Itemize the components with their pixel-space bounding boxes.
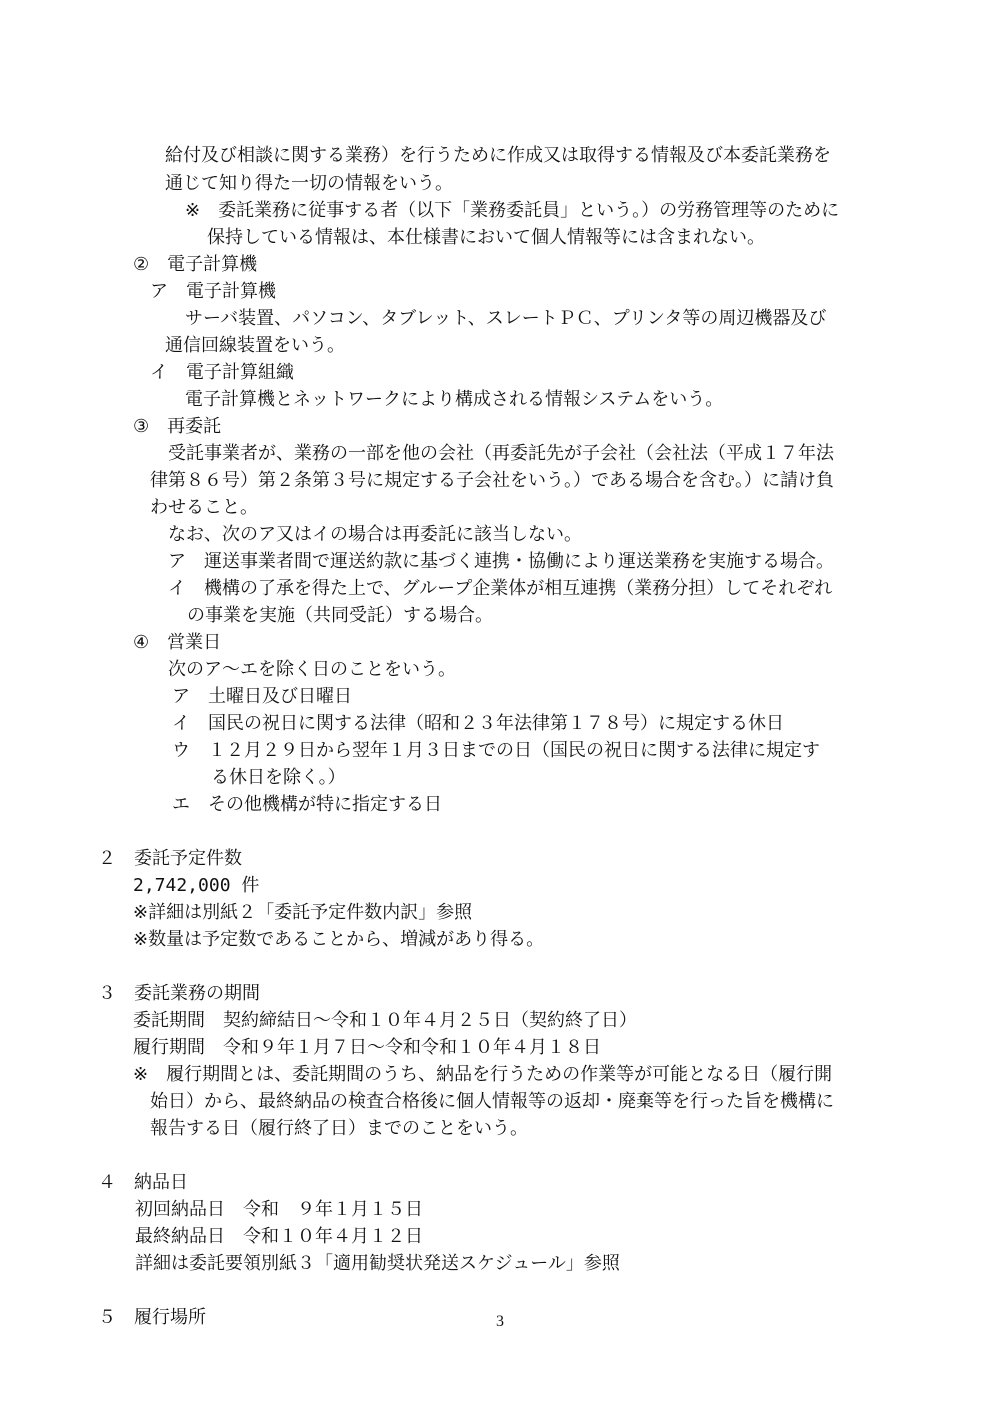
text-line: 受託事業者が、業務の一部を他の会社（再委託先が子会社（会社法（平成１７年法 [168, 443, 834, 464]
list-item: ア 土曜日及び日曜日 [172, 686, 352, 707]
text-line: なお、次のア又はイの場合は再委託に該当しない。 [168, 524, 582, 545]
note-line: ※数量は予定数であることから、増減があり得る。 [133, 929, 545, 950]
note-line: ※詳細は別紙２「委託予定件数内訳」参照 [133, 902, 473, 923]
text-line: 給付及び相談に関する業務）を行うために作成又は取得する情報及び本委託業務を [165, 145, 831, 166]
note-line: 始日）から、最終納品の検査合格後に個人情報等の返却・廃棄等を行った旨を機構に [150, 1091, 834, 1112]
note-line: 保持している情報は、本仕様書において個人情報等には含まれない。 [207, 227, 765, 248]
list-item: イ 国民の祝日に関する法律（昭和２３年法律第１７８号）に規定する休日 [172, 713, 784, 734]
text-line: わせること。 [150, 497, 258, 518]
text-line: サーバ装置、パソコン、タブレット、スレートＰＣ、プリンタ等の周辺機器及び [185, 308, 827, 329]
item-heading: イ 電子計算組織 [150, 362, 294, 383]
page-number: 3 [496, 1313, 504, 1330]
text-line: 委託期間 契約締結日～令和１０年４月２５日（契約終了日） [133, 1010, 637, 1031]
list-item: ウ １２月２９日から翌年１月３日までの日（国民の祝日に関する法律に規定す [172, 740, 820, 761]
list-item: エ その他機構が特に指定する日 [172, 794, 442, 815]
list-item: ア 運送事業者間で運送約款に基づく連携・協働により運送業務を実施する場合。 [168, 551, 834, 572]
section-heading: ５ 履行場所 [98, 1307, 206, 1328]
subsection-heading: ④ 営業日 [133, 632, 222, 653]
text-line: 初回納品日 令和 ９年１月１５日 [135, 1199, 423, 1220]
text-line: 次のア～エを除く日のことをいう。 [168, 659, 456, 680]
text-line: る休日を除く。） [211, 767, 346, 788]
count-value: 2,742,000 件 [133, 875, 260, 896]
text-line: 履行期間 令和９年１月７日～令和令和１０年４月１８日 [133, 1037, 601, 1058]
text-line: の事業を実施（共同受託）する場合。 [187, 605, 493, 626]
text-line: 詳細は委託要領別紙３「適用勧奨状発送スケジュール」参照 [135, 1253, 620, 1274]
note-line: ※ 委託業務に従事する者（以下「業務委託員」という。）の労務管理等のために [185, 200, 840, 221]
text-line: 最終納品日 令和１０年４月１２日 [135, 1226, 423, 1247]
section-heading: ３ 委託業務の期間 [98, 983, 260, 1004]
text-line: 通じて知り得た一切の情報をいう。 [165, 173, 453, 194]
item-heading: ア 電子計算機 [150, 281, 276, 302]
text-line: 電子計算機とネットワークにより構成される情報システムをいう。 [185, 389, 724, 410]
note-line: ※ 履行期間とは、委託期間のうち、納品を行うための作業等が可能となる日（履行開 [133, 1064, 833, 1085]
subsection-heading: ② 電子計算機 [133, 254, 258, 275]
list-item: イ 機構の了承を得た上で、グループ企業体が相互連携（業務分担）してそれぞれ [168, 578, 833, 599]
section-heading: ４ 納品日 [98, 1172, 188, 1193]
text-line: 律第８６号）第２条第３号に規定する子会社をいう。）である場合を含む。）に請け負 [150, 470, 834, 491]
note-line: 報告する日（履行終了日）までのことをいう。 [150, 1118, 528, 1139]
subsection-heading: ③ 再委託 [133, 416, 222, 437]
section-heading: ２ 委託予定件数 [98, 848, 242, 869]
text-line: 通信回線装置をいう。 [165, 335, 345, 356]
